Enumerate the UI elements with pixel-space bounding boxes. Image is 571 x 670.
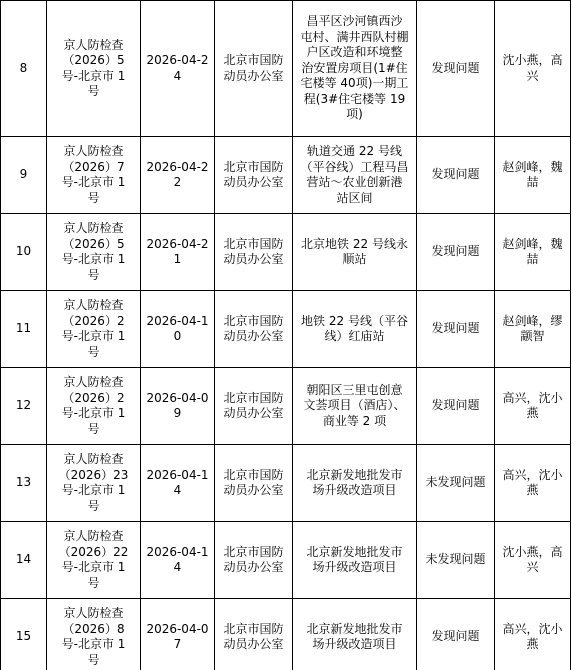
department-cell: 北京市国防 动员办公室	[215, 522, 293, 599]
inspection-date-cell: 2026-04-14	[141, 522, 215, 599]
inspection-date-cell: 2026-04-22	[141, 137, 215, 214]
document-number-cell: 京人防检查 （2026）2 号-北京市 1 号	[47, 291, 141, 368]
table-row	[1, 291, 571, 368]
table-body	[1, 1, 571, 670]
department-cell: 北京市国防 动员办公室	[215, 445, 293, 522]
document-number-cell: 京人防检查 （2026）7 号-北京市 1 号	[47, 137, 141, 214]
inspectors-cell: 高兴，沈小 燕	[495, 445, 571, 522]
project-name-cell: 北京新发地批发市 场升级改造项目	[293, 445, 417, 522]
inspectors-cell: 沈小燕，高 兴	[495, 522, 571, 599]
inspection-date-cell: 2026-04-09	[141, 368, 215, 445]
project-name-cell: 朝阳区三里屯创意 文荟项目（酒店）、 商业等 2 项	[293, 368, 417, 445]
result-cell: 发现问题	[417, 1, 495, 137]
inspection-date-cell: 2026-04-07	[141, 599, 215, 670]
row-number-cell: 11	[1, 291, 47, 368]
inspection-date-cell: 2026-04-21	[141, 214, 215, 291]
project-name-cell: 北京新发地批发市 场升级改造项目	[293, 522, 417, 599]
project-name-cell: 北京新发地批发市 场升级改造项目	[293, 599, 417, 670]
result-cell: 未发现问题	[417, 522, 495, 599]
department-cell: 北京市国防 动员办公室	[215, 291, 293, 368]
table-row	[1, 1, 571, 137]
department-cell: 北京市国防 动员办公室	[215, 599, 293, 670]
document-number-cell: 京人防检查 （2026）22 号-北京市 1 号	[47, 522, 141, 599]
result-cell: 发现问题	[417, 599, 495, 670]
project-name-cell: 轨道交通 22 号线 （平谷线）工程马昌 营站～农业创新港 站区间	[293, 137, 417, 214]
inspectors-cell: 高兴，沈小 燕	[495, 599, 571, 670]
document-number-cell: 京人防检查 （2026）2 号-北京市 1 号	[47, 368, 141, 445]
document-number-cell: 京人防检查 （2026）8 号-北京市 1 号	[47, 599, 141, 670]
department-cell: 北京市国防 动员办公室	[215, 214, 293, 291]
inspectors-cell: 赵剑峰，缪 颛智	[495, 291, 571, 368]
result-cell: 发现问题	[417, 214, 495, 291]
document-number-cell: 京人防检查 （2026）5 号-北京市 1 号	[47, 214, 141, 291]
project-name-cell: 昌平区沙河镇西沙 屯村、满井西队村棚 户区改造和环境整 治安置房项目(1#住 宅楼等 40项)一期工 程(3#住宅楼等 19 项)	[293, 1, 417, 137]
table-row	[1, 599, 571, 670]
result-cell: 发现问题	[417, 137, 495, 214]
row-number-cell: 15	[1, 599, 47, 670]
row-number-cell: 8	[1, 1, 47, 137]
document-number-cell: 京人防检查 （2026）5 号-北京市 1 号	[47, 1, 141, 137]
row-number-cell: 10	[1, 214, 47, 291]
inspectors-cell: 赵剑峰，魏 喆	[495, 137, 571, 214]
department-cell: 北京市国防 动员办公室	[215, 368, 293, 445]
result-cell: 发现问题	[417, 368, 495, 445]
result-cell: 发现问题	[417, 291, 495, 368]
table-row	[1, 137, 571, 214]
table-row	[1, 368, 571, 445]
document-number-cell: 京人防检查 （2026）23 号-北京市 1 号	[47, 445, 141, 522]
inspection-date-cell: 2026-04-24	[141, 1, 215, 137]
row-number-cell: 14	[1, 522, 47, 599]
inspectors-cell: 赵剑峰，魏 喆	[495, 214, 571, 291]
table-row	[1, 214, 571, 291]
inspectors-cell: 沈小燕，高 兴	[495, 1, 571, 137]
table-row	[1, 522, 571, 599]
inspection-date-cell: 2026-04-10	[141, 291, 215, 368]
result-cell: 未发现问题	[417, 445, 495, 522]
row-number-cell: 9	[1, 137, 47, 214]
project-name-cell: 北京地铁 22 号线永 顺站	[293, 214, 417, 291]
project-name-cell: 地铁 22 号线（平谷 线）红庙站	[293, 291, 417, 368]
inspection-date-cell: 2026-04-14	[141, 445, 215, 522]
inspectors-cell: 高兴，沈小 燕	[495, 368, 571, 445]
row-number-cell: 13	[1, 445, 47, 522]
department-cell: 北京市国防 动员办公室	[215, 137, 293, 214]
row-number-cell: 12	[1, 368, 47, 445]
table-row	[1, 445, 571, 522]
department-cell: 北京市国防 动员办公室	[215, 1, 293, 137]
